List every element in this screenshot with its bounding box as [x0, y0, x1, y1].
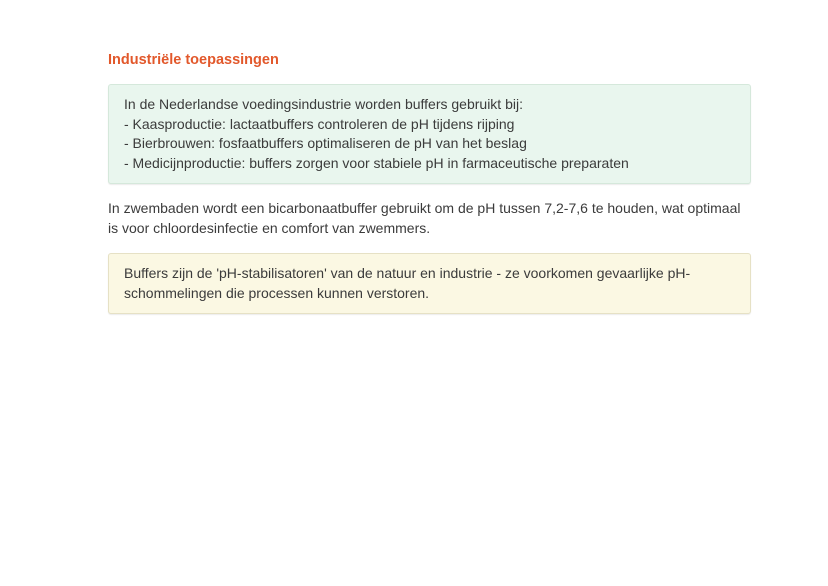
content-column — [108, 51, 751, 314]
pool-paragraph: In zwembaden wordt een bicarbonaatbuffer gebruikt om de pH tussen 7,2-7,6 te houden, wat optimaal is voor chloordesinfectie en comfort van zwemmers. — [108, 200, 741, 236]
industry-box-item-medicine: - Medicijnproductie: buffers zorgen voor stabiele pH in farmaceutische preparaten — [124, 154, 629, 171]
industry-info-box — [108, 84, 751, 184]
industry-box-item-cheese: - Kaasproductie: lactaatbuffers controleren de pH tijdens rijping — [124, 115, 515, 132]
summary-callout-text: Buffers zijn de 'pH-stabilisatoren' van de natuur en industrie - ze voorkomen gevaarlijke pH-schommelingen die processen kunnen verstoren. — [124, 265, 691, 301]
section-title: Industriële toepassingen — [108, 52, 279, 68]
summary-callout-box — [108, 253, 751, 314]
industry-box-intro-line: In de Nederlandse voedingsindustrie worden buffers gebruikt bij: — [124, 96, 523, 112]
industry-box-item-beer: - Bierbrouwen: fosfaatbuffers optimaliseren de pH van het beslag — [124, 135, 527, 151]
